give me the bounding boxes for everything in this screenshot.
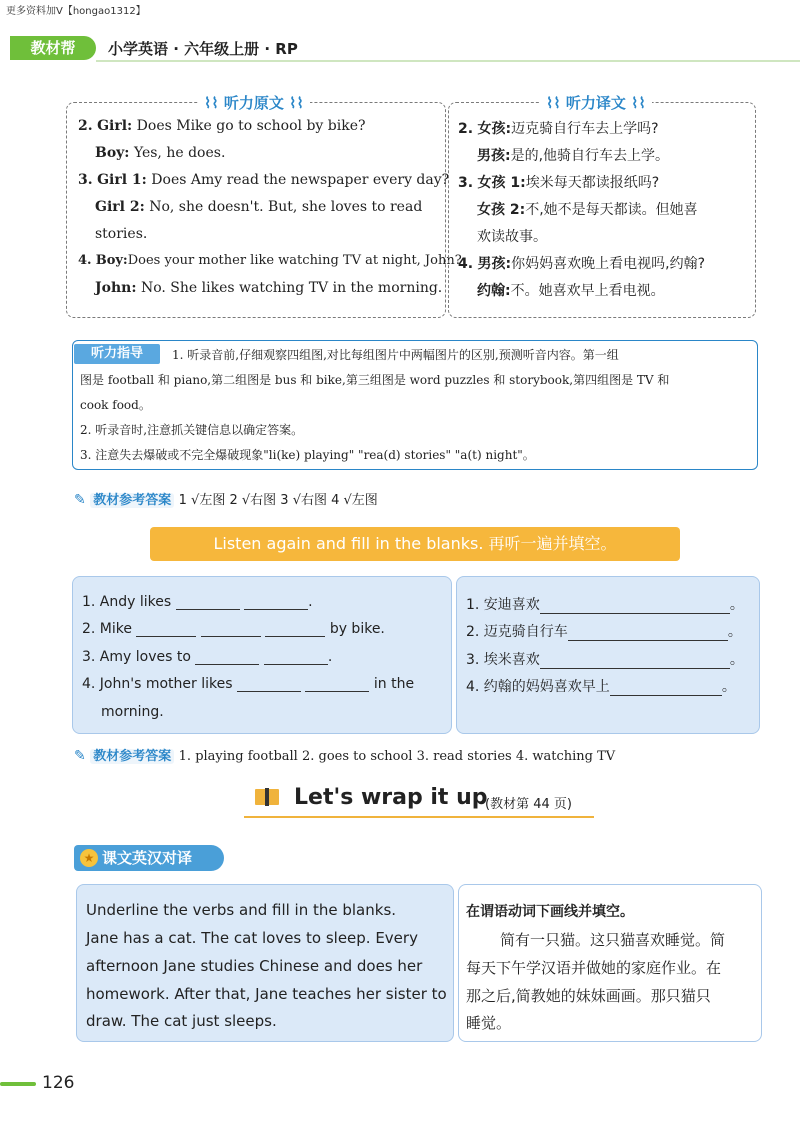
text-en-line: Underline the verbs and fill in the blanks. [86,901,397,919]
watermark-text: 更多资料加V【hongao1312】 [6,6,146,17]
original-line: 3. Girl 1: Does Amy read the newspaper every day? [78,172,450,188]
translation-line: 约翰:不。她喜欢早上看电视。 [477,283,665,299]
fill-item: 3. Amy loves to . [82,649,333,665]
guide-line: 2. 听录音时,注意抓关键信息以确定答案。 [80,423,304,437]
translation-line: 4. 男孩:你妈妈喜欢晚上看电视吗,约翰? [458,256,706,272]
blank-line [176,595,240,610]
wrap-subtitle: (教材第 44 页) [485,797,572,812]
blank-line [237,677,301,692]
answer-label: 教材参考答案 [90,749,174,764]
translation-line: 3. 女孩 1:埃米每天都读报纸吗? [458,175,660,191]
original-line: Girl 2: No, she doesn't. But, she loves to read [95,199,423,215]
guide-line: cook food。 [80,398,151,412]
section-banner: Listen again and fill in the blanks. 再听一遍并填空。 [150,527,680,561]
fill-item: 2. Mike by bike. [82,621,385,637]
blank-line [540,654,730,669]
guide-line: 3. 注意失去爆破或不完全爆破现象"li(ke) playing" "rea(d) stories" "a(t) night"。 [80,448,535,462]
blank-line [610,681,722,696]
text-zh-line: 简有一只猫。这只猫喜欢睡觉。简 [500,931,726,949]
wrap-underline [244,816,594,818]
star-icon: ★ [80,849,98,867]
answer-row-2 [74,745,615,764]
listening-original-heading: ⌇⌇ 听力原文 ⌇⌇ [198,92,310,113]
blank-line [244,595,308,610]
heading-ornament-right-icon: ⌇⌇ [631,94,646,112]
wrap-title: Let's wrap it up [294,785,488,810]
translation-line: 欢读故事。 [477,229,547,245]
blank-line [136,622,196,637]
translation-line: 男孩:是的,他骑自行车去上学。 [477,148,670,164]
brand-tag: 教材帮 [10,36,96,60]
page-header-title: 小学英语 · 六年级上册 · RP [108,40,298,58]
blank-line [540,599,730,614]
header-divider [96,60,800,62]
page-number-bar [0,1082,36,1086]
blank-line [201,622,261,637]
answer-row-1 [74,489,378,508]
original-line: 4. Boy:Does your mother like watching TV at night, John? [78,253,462,268]
blank-line [305,677,369,692]
blank-line [195,650,259,665]
fill-item: 4. John's mother likes in the [82,676,415,692]
guide-line: 图是 football 和 piano,第二组图是 bus 和 bike,第三组图是 word puzzles 和 storybook,第四组图是 TV 和 [80,373,670,387]
heading-ornament-right-icon: ⌇⌇ [289,94,304,112]
heading-ornament-left-icon: ⌇⌇ [204,94,219,112]
pen-icon: ✎ [74,492,86,508]
answer-text: 1 √左图 2 √右图 3 √右图 4 √左图 [178,493,378,508]
translation-line: 2. 女孩:迈克骑自行车去上学吗? [458,121,659,137]
original-line: 2. Girl: Does Mike go to school by bike? [78,118,366,134]
original-line: Boy: Yes, he does. [95,145,226,161]
fill-item: morning. [101,704,164,720]
blank-line [264,650,328,665]
original-line: John: No. She likes watching TV in the morning. [95,280,443,296]
fill-item: 3. 埃米喜欢 。 [466,652,744,668]
fill-item: 4. 约翰的妈妈喜欢早上 。 [466,679,736,695]
translation-line: 女孩 2:不,她不是每天都读。但她喜 [477,202,698,218]
fill-item: 2. 迈克骑自行车 。 [466,624,742,640]
text-zh-line: 每天下午学汉语并做她的家庭作业。在 [466,959,722,977]
original-line: stories. [95,226,148,242]
text-translation-tag: ★ 课文英汉对译 [74,845,224,871]
book-icon [254,786,280,808]
blank-line [265,622,325,637]
answer-text: 1. playing football 2. goes to school 3. read stories 4. watching TV [178,749,616,764]
text-zh-line: 睡觉。 [466,1014,512,1032]
text-en-line: Jane has a cat. The cat loves to sleep. Every [86,929,418,947]
pen-icon: ✎ [74,748,86,764]
page-number: 126 [42,1073,75,1093]
text-zh-instruction: 在谓语动词下画线并填空。 [466,904,634,920]
fill-item: 1. 安迪喜欢 。 [466,597,744,613]
heading-ornament-left-icon: ⌇⌇ [546,94,561,112]
listening-translation-heading: ⌇⌇ 听力译文 ⌇⌇ [540,92,652,113]
blank-line [568,626,728,641]
text-en-line: homework. After that, Jane teaches her sister to [86,985,447,1003]
guide-line: 1. 听录音前,仔细观察四组图,对比每组图片中两幅图片的区别,预测听音内容。第一组 [172,348,619,362]
fill-item: 1. Andy likes . [82,594,313,610]
text-en-line: draw. The cat just sleeps. [86,1012,277,1030]
text-zh-line: 那之后,简教她的妹妹画画。那只猫只 [466,987,711,1005]
answer-label: 教材参考答案 [90,493,174,508]
text-en-line: afternoon Jane studies Chinese and does her [86,957,423,975]
listening-guide-tag: 听力指导 [74,344,160,364]
